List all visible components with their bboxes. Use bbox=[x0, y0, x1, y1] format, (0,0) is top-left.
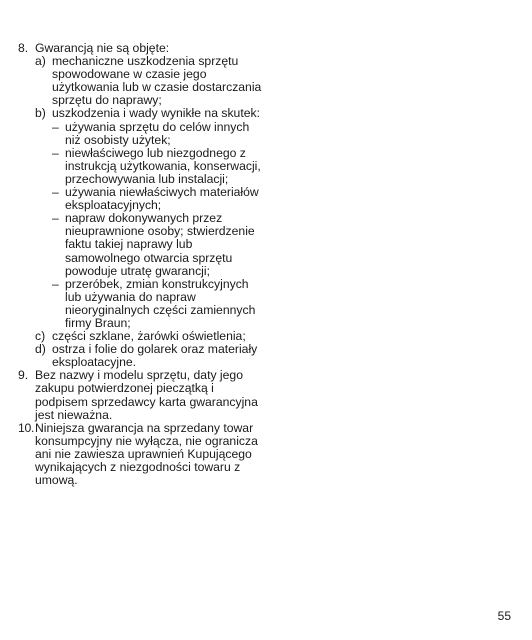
warranty-terms bbox=[18, 42, 268, 487]
sub-item-a bbox=[35, 55, 268, 107]
text-line: firmy Braun; bbox=[65, 315, 131, 330]
text-line: używania niewłaściwych materiałów bbox=[65, 185, 259, 200]
text-line: uszkodzenia i wady wynikłe na skutek: bbox=[52, 106, 260, 121]
text-line: umową. bbox=[35, 473, 78, 488]
text-line: wynikających z niezgodności towaru z bbox=[35, 460, 241, 474]
dash-marker: – bbox=[52, 119, 59, 134]
text-line: użytkowania lub w czasie dostarczania bbox=[52, 80, 262, 95]
item-number: 8. bbox=[18, 41, 29, 55]
dash-item-text bbox=[65, 278, 255, 330]
sub-item-d bbox=[35, 343, 268, 369]
text-line: samowolnego otwarcia sprzętu bbox=[65, 250, 233, 265]
text-line: instrukcją użytkowania, konserwacji, bbox=[65, 158, 261, 173]
text-line: Gwarancją nie są objęte: bbox=[35, 41, 170, 55]
text-line: jest nieważna. bbox=[35, 407, 113, 422]
text-line: mechaniczne uszkodzenia sprzętu bbox=[52, 54, 239, 69]
text-line: powoduje utratę gwarancji; bbox=[65, 263, 210, 278]
sub-item-letter: a) bbox=[35, 54, 46, 69]
text-line: Niniejsza gwarancja na sprzedany towar bbox=[35, 420, 254, 435]
text-line: napraw dokonywanych przez bbox=[65, 211, 223, 226]
dash-marker: – bbox=[52, 211, 59, 226]
text-line: używania sprzętu do celów innych bbox=[65, 119, 250, 134]
text-line: eksploatacyjne. bbox=[52, 355, 137, 370]
item-text bbox=[35, 369, 258, 421]
list-item-9 bbox=[18, 369, 268, 421]
dash-item-text bbox=[65, 212, 255, 277]
dash-item-text bbox=[65, 186, 259, 212]
list-item-10 bbox=[18, 422, 268, 487]
text-line: nieoryginalnych części zamiennych bbox=[65, 302, 256, 317]
text-line: przeróbek, zmian konstrukcyjnych bbox=[65, 276, 249, 291]
sub-item-text bbox=[52, 55, 261, 107]
text-line: konsumpcyjny nie wyłącza, nie ogranicza bbox=[35, 433, 258, 448]
dash-item bbox=[52, 186, 268, 212]
text-line: przechowywania lub instalacji; bbox=[65, 171, 229, 186]
item-number: 10. bbox=[18, 420, 35, 435]
text-line: faktu takiej naprawy lub bbox=[65, 237, 193, 252]
text-line: części szklane, żarówki oświetlenia; bbox=[52, 329, 246, 344]
dash-item-text bbox=[65, 147, 261, 186]
text-line: eksploatacyjnych; bbox=[65, 198, 162, 213]
dash-marker: – bbox=[52, 145, 59, 160]
dash-marker: – bbox=[52, 185, 59, 200]
text-line: niż osobisty użytek; bbox=[65, 132, 171, 147]
text-line: spowodowane w czasie jego bbox=[52, 67, 207, 82]
text-line: ostrza i folie do golarek oraz materiały bbox=[52, 342, 258, 357]
item-number: 9. bbox=[18, 368, 29, 383]
dash-item bbox=[52, 147, 268, 186]
text-line: niewłaściwego lub niezgodnego z bbox=[65, 145, 246, 160]
sub-item-letter: d) bbox=[35, 342, 46, 357]
text-line: Bez nazwy i modelu sprzętu, daty jego bbox=[35, 368, 243, 383]
text-line: ani nie zawiesza uprawnień Kupującego bbox=[35, 446, 252, 461]
sub-item-text bbox=[52, 107, 260, 120]
page-number: 55 bbox=[497, 609, 511, 623]
text-line: sprzętu do naprawy; bbox=[52, 93, 162, 108]
dash-marker: – bbox=[52, 276, 59, 291]
text-line: podpisem sprzedawcy karta gwarancyjna bbox=[35, 394, 258, 409]
sub-item-text bbox=[52, 343, 257, 369]
dash-item bbox=[52, 121, 268, 147]
sub-item-b bbox=[35, 107, 268, 120]
text-line: lub używania do napraw bbox=[65, 289, 196, 304]
dash-item bbox=[52, 278, 268, 330]
dash-item bbox=[52, 212, 268, 277]
item-text bbox=[35, 422, 258, 487]
text-line: zakupu potwierdzonej pieczątką i bbox=[35, 381, 214, 396]
sub-item-letter: b) bbox=[35, 106, 46, 121]
sub-item-letter: c) bbox=[35, 329, 46, 344]
dash-item-text bbox=[65, 121, 249, 147]
text-line: nieuprawnione osoby; stwierdzenie bbox=[65, 224, 255, 239]
